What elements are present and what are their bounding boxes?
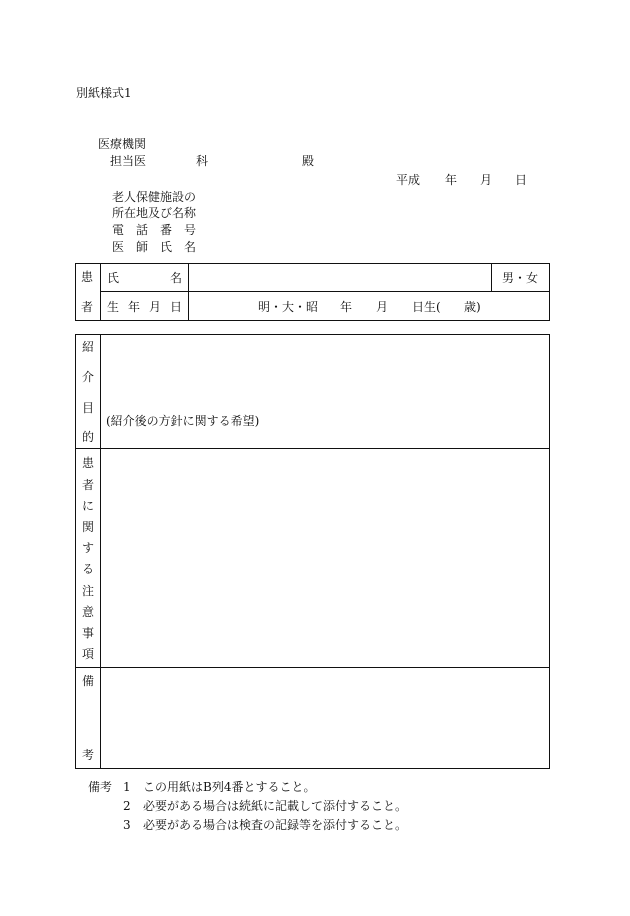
purpose-field[interactable] [104, 338, 544, 444]
footnote-num-2: 2 [123, 799, 131, 813]
form-id: 別紙様式1 [76, 86, 132, 100]
date-era: 平成 [396, 173, 421, 187]
name-label: 氏 名 [107, 271, 182, 285]
remarks-label-bottom: 考 [82, 748, 95, 762]
department-label: 科 [196, 154, 209, 168]
attending-doctor-label: 担当医 [110, 154, 147, 168]
patient-side-label-1: 患 [81, 270, 94, 284]
honorific: 殿 [302, 154, 315, 168]
patient-side-label-2: 者 [81, 300, 94, 314]
era-choices[interactable]: 明・大・昭 [258, 300, 319, 314]
purpose-note: (紹介後の方針に関する希望) [106, 414, 260, 428]
dob-year: 年 [340, 300, 353, 314]
notes-label-10: 項 [82, 647, 95, 661]
addressee-institution: 医療機関 [98, 137, 147, 151]
purpose-label-1: 紹 [82, 340, 95, 354]
notes-label-8: 意 [82, 605, 95, 619]
footnote-text-2: 必要がある場合は続紙に記載して添付すること。 [143, 799, 408, 813]
footnote-text-3: 必要がある場合は検査の記録等を添付すること。 [143, 818, 408, 832]
sex-choice[interactable]: 男・女 [502, 271, 539, 285]
dob-label: 生 年 月 日 [107, 300, 182, 314]
notes-label-9: 事 [82, 626, 95, 640]
purpose-label-3: 目 [82, 401, 95, 415]
notes-label-1: 患 [82, 456, 95, 470]
notes-label-5: す [82, 541, 95, 555]
purpose-label-2: 介 [82, 370, 95, 384]
facility-label-2: 所在地及び名称 [112, 206, 197, 220]
footnote-num-3: 3 [123, 818, 131, 832]
date-year: 年 [445, 173, 458, 187]
notes-label-2: 者 [82, 478, 95, 492]
footnote-text-1: この用紙はB列4番とすること。 [143, 780, 316, 794]
purpose-label-4: 的 [82, 430, 95, 444]
date-month: 月 [480, 173, 493, 187]
footnote-num-1: 1 [123, 780, 131, 794]
patient-name-field[interactable] [192, 268, 488, 288]
doctor-name-label: 医 師 氏 名 [112, 240, 196, 254]
notes-field[interactable] [104, 452, 544, 663]
notes-label-6: る [82, 562, 95, 576]
age: 歳) [464, 300, 481, 314]
footnotes-title: 備考 [88, 780, 113, 794]
notes-label-4: 関 [82, 520, 95, 534]
notes-label-3: に [82, 499, 95, 513]
phone-label: 電 話 番 号 [112, 223, 196, 237]
remarks-field[interactable] [104, 671, 544, 765]
remarks-label-top: 備 [82, 674, 95, 688]
notes-label-7: 注 [82, 584, 95, 598]
dob-month: 月 [376, 300, 389, 314]
facility-label-1: 老人保健施設の [112, 190, 197, 204]
dob-birth: 日生( [412, 300, 441, 314]
date-day: 日 [515, 173, 528, 187]
